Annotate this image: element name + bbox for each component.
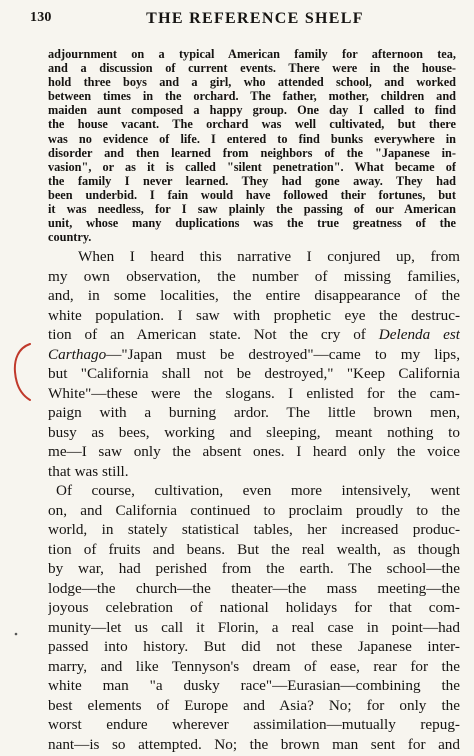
paragraph-line: busy as bees, working and sleeping, meant nothing to (48, 423, 460, 441)
pencil-dot (12, 630, 20, 638)
paragraph-line: tion of fruits and beans. But the real wealth, as though (48, 540, 460, 558)
page-number: 130 (30, 10, 52, 25)
paragraph-line: nant—is so attempted. No; the brown man sent for and (48, 735, 460, 753)
paragraph-line: white population. I saw with prophetic eye the destruc- (48, 306, 460, 324)
page-header (30, 10, 458, 32)
quote-line: maiden aunt composed a happy group. One day I called to find (48, 103, 456, 118)
paragraph-line: paign with a burning ardor. The little brown men, (48, 404, 460, 421)
paragraph-line: white man "a dusky race"—Eurasian—combining the (48, 677, 460, 694)
quote-line: disorder and then learned from neighbors of the "Japanese in- (48, 145, 456, 160)
quote-line: country. (48, 230, 92, 245)
latin-phrase-end: Carthago (48, 345, 107, 363)
paragraph-line: White"—these were the slogans. I enlisted for the cam- (48, 384, 460, 402)
paragraph-line: that was still. (48, 462, 129, 480)
quote-line: adjournment on a typical American family for afternoon tea, (48, 47, 456, 61)
quote-line: hold three boys and a girl, who attended school, and worked (48, 75, 456, 90)
paragraph-line: passed into history. But did not these Japanese inter- (48, 638, 460, 655)
paragraph-line: by war, had perished from the earth. The school—the (48, 560, 460, 577)
paragraph-line: me—I saw only the absent ones. I heard only the voice (48, 443, 460, 460)
paragraph-line: best elements of Europe and Asia? No; for only the (48, 696, 460, 714)
quote-line: unit, whose many duplications was the true greatness of the (48, 216, 456, 231)
quote-line: and a discussion of current events. There were in the house- (48, 61, 456, 76)
paragraph-line: my own observation, the number of missing families, (48, 267, 460, 285)
quote-line: the family I never learned. They had gone away. They had (48, 173, 456, 188)
red-margin-mark (10, 342, 34, 402)
paragraph-line: Of course, cultivation, even more intensively, went (56, 482, 460, 499)
latin-phrase: Delenda est (378, 326, 460, 343)
paragraph-line: joyous celebration of national holidays for that com- (48, 599, 460, 616)
paragraph-line: on, and California continued to proclaim proudly to the (48, 501, 460, 519)
paragraph-line: munity—let us call it Florin, a real case in point—had (48, 618, 460, 636)
quote-line: it was needless, for I saw plainly the passing of our American (48, 202, 456, 217)
paragraph-line (48, 345, 460, 365)
quote-line: the house vacant. The orchard was well cultivated, but there (48, 117, 456, 132)
paragraph-line: world, in stately statistical tables, her increased produc- (48, 521, 460, 538)
paragraph-line: lodge—the church—the theater—the mass meeting—the (48, 579, 460, 597)
paragraph-line: worst endure wherever assimilation—mutually repug- (48, 716, 460, 733)
block-quote (48, 47, 456, 244)
paragraph-line (48, 325, 460, 345)
line-text: —"Japan must be destroyed"—came to my lips, (106, 345, 460, 363)
paragraph-line: When I heard this narrative I conjured up, from (78, 248, 460, 265)
quote-line: been underbid. I fain would have followed their fortunes, but (48, 187, 456, 202)
line-text: tion of an American state. Not the cry of (48, 326, 366, 343)
body-text (48, 247, 460, 754)
paragraph-line: and, in some localities, the entire disappearance of the (48, 287, 460, 304)
quote-line: vasion", or as it is called "silent penetration". What became of (48, 159, 456, 174)
paragraph-line: but "California shall not be destroyed," "Keep California (48, 365, 460, 382)
paragraph-line: marry, and like Tennyson's dream of ease, rear for the (48, 657, 460, 675)
running-head: THE REFERENCE SHELF (146, 10, 364, 27)
quote-line: was no evidence of life. I entered to find bunks everywhere in (48, 131, 456, 146)
quote-line: between times in the orchard. The father, mother, children and (48, 89, 456, 104)
